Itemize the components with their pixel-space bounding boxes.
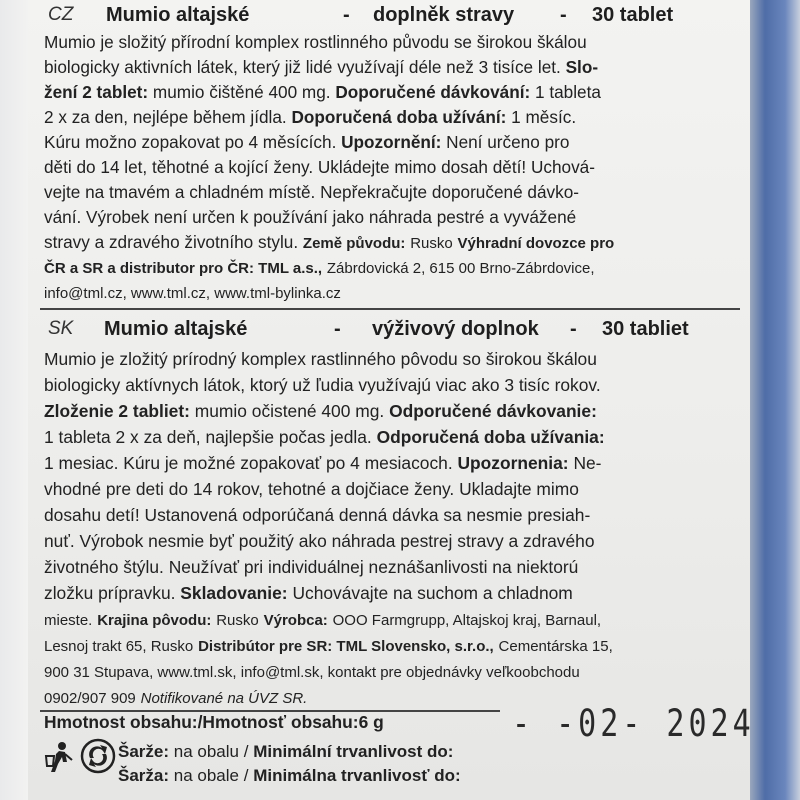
cz-line-2: biologicky aktivních látek, který již lidé využívají déle než 3 tisíce let. Slo- (44, 57, 599, 77)
cz-product-name: Mumio altajské (106, 4, 250, 26)
cz-line-6: děti do 14 let, těhotné a kojící ženy. Ukládejte mimo dosah dětí! Uchová- (44, 157, 595, 177)
sk-line-2: biologicky aktívnych látok, ktorý už ľudia využívajú viac ako 3 tisíc rokov. (44, 375, 601, 395)
net-weight: Hmotnost obsahu:/Hmotnosť obsahu:6 g (44, 712, 384, 732)
sk-line-6: vhodné pre deti do 14 rokov, tehotné a dojčiace ženy. Ukladajte mimo (44, 479, 579, 499)
sk-line-11: mieste. Krajina pôvodu: Rusko Výrobca: OOO Farmgrupp, Altajskoj kraj, Barnaul, (44, 612, 602, 629)
cz-line-1: Mumio je složitý přírodní komplex rostlinného původu se širokou škálou (44, 32, 587, 52)
sk-product-type: výživový doplnok (372, 318, 539, 340)
sk-line-5: 1 mesiac. Kúru je možné zopakovať po 4 mesiacoch. Upozornenia: Ne- (44, 453, 602, 473)
sk-product-name: Mumio altajské (104, 318, 248, 340)
cz-lang-code: CZ (48, 4, 74, 25)
cz-count: 30 tablet (592, 4, 674, 26)
batch-cz: Šarže: na obalu / Minimální trvanlivost do: (118, 742, 454, 761)
cz-line-10: ČR a SR a distributor pro ČR: TML a.s., Zábrdovická 2, 615 00 Brno-Zábrdovice, (44, 260, 595, 277)
cz-line-3: žení 2 tablet: mumio čištěné 400 mg. Doporučené dávkování: 1 tableta (44, 82, 601, 102)
cz-line-9: stravy a zdravého životního stylu. Země původu: Rusko Výhradní dovozce pro (44, 232, 615, 252)
cz-product-type: doplněk stravy (373, 4, 515, 26)
label-left-margin (0, 0, 28, 800)
sk-line-8: nuť. Výrobok nesmie byť použitý ako náhrada pestrej stravy a zdravého (44, 531, 595, 551)
section-divider (40, 308, 740, 310)
recycle-icon (80, 738, 116, 774)
sk-dash-1: - (334, 318, 341, 340)
sk-line-9: životného štýlu. Neužívať pri individuálnej neznášanlivosti na niektorú (44, 557, 579, 577)
expiry-date-stamp: - -02- 2024 (512, 702, 755, 746)
tidyman-icon (42, 740, 76, 774)
sk-lang-code: SK (48, 318, 74, 339)
sk-line-7: dosahu detí! Ustanovená odporúčaná denná dávka sa nesmie presiah- (44, 505, 591, 525)
cz-line-5: Kúru možno zopakovat po 4 měsících. Upozornění: Není určeno pro (44, 132, 570, 152)
cz-line-11: info@tml.cz, www.tml.cz, www.tml-bylinka.cz (44, 285, 341, 302)
package-edge (750, 0, 800, 800)
sk-line-3: Zloženie 2 tabliet: mumio očistené 400 mg. Odporučené dávkovanie: (44, 401, 597, 421)
sk-line-4: 1 tableta 2 x za deň, najlepšie počas jedla. Odporučená doba užívania: (44, 427, 605, 447)
sk-dash-2: - (570, 318, 577, 340)
sk-line-1: Mumio je zložitý prírodný komplex rastlinného pôvodu so širokou škálou (44, 349, 597, 369)
cz-dash-1: - (343, 4, 350, 26)
cz-line-7: vejte na tmavém a chladném místě. Nepřekračujte doporučené dávko- (44, 182, 579, 202)
sk-count: 30 tabliet (602, 318, 689, 340)
cz-line-4: 2 x za den, nejlépe během jídla. Doporučená doba užívání: 1 měsíc. (44, 107, 577, 127)
sk-line-12: Lesnoj trakt 65, Rusko Distribútor pre SR: TML Slovensko, s.r.o., Cementárska 15, (44, 638, 613, 655)
cz-dash-2: - (560, 4, 567, 26)
sk-line-10: zložku prípravku. Skladovanie: Uchovávajte na suchom a chladnom (44, 583, 573, 603)
batch-sk: Šarža: na obale / Minimálna trvanlivosť do: (118, 766, 461, 785)
sk-line-13: 900 31 Stupava, www.tml.sk, info@tml.sk, kontakt pre objednávky veľkoobchodu (44, 664, 580, 681)
sk-line-14: 0902/907 909 Notifikované na ÚVZ SR. (44, 690, 308, 707)
cz-line-8: vání. Výrobek není určen k používání jako náhrada pestré a vyvážené (44, 207, 577, 227)
sk-heading (0, 318, 800, 348)
